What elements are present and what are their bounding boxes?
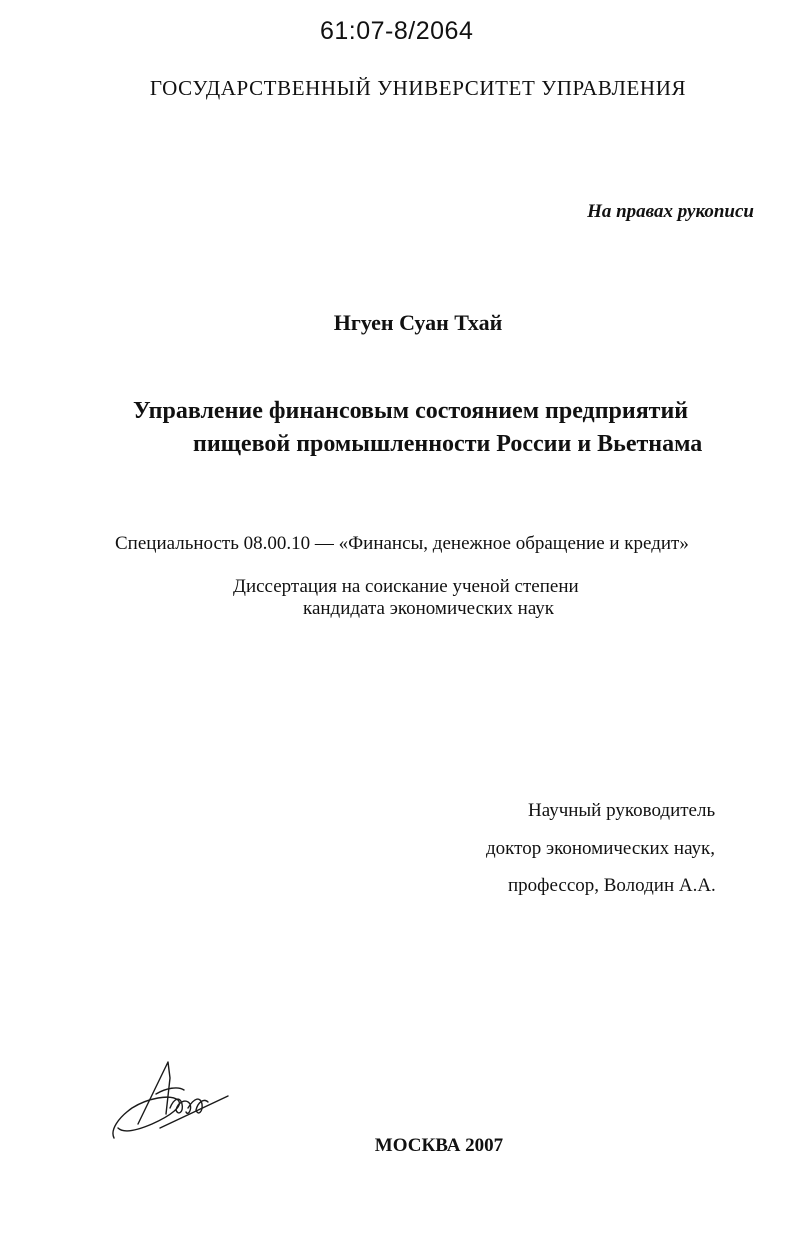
catalog-stamp: 61:07-8/2064 [320,17,474,45]
specialty-line: Специальность 08.00.10 — «Финансы, денежное обращение и кредит» [115,533,689,554]
city-year: МОСКВА 2007 [374,1135,504,1156]
dissertation-title-line2: пищевой промышленности России и Вьетнама [193,431,703,457]
supervisor-role: Научный руководитель [528,800,716,821]
degree-line1: Диссертация на соискание ученой степени [233,576,579,597]
supervisor-degree: доктор экономических наук, [486,838,716,859]
degree-line2: кандидата экономических наук [303,598,555,619]
university-name: ГОСУДАРСТВЕННЫЙ УНИВЕРСИТЕТ УПРАВЛЕНИЯ [149,76,687,100]
rights-note: На правах рукописи [587,201,754,222]
author-name: Нгуен Суан Тхай [333,310,503,335]
supervisor-name: профессор, Володин А.А. [508,875,716,896]
dissertation-title-line1: Управление финансовым состоянием предприятий [133,398,689,424]
